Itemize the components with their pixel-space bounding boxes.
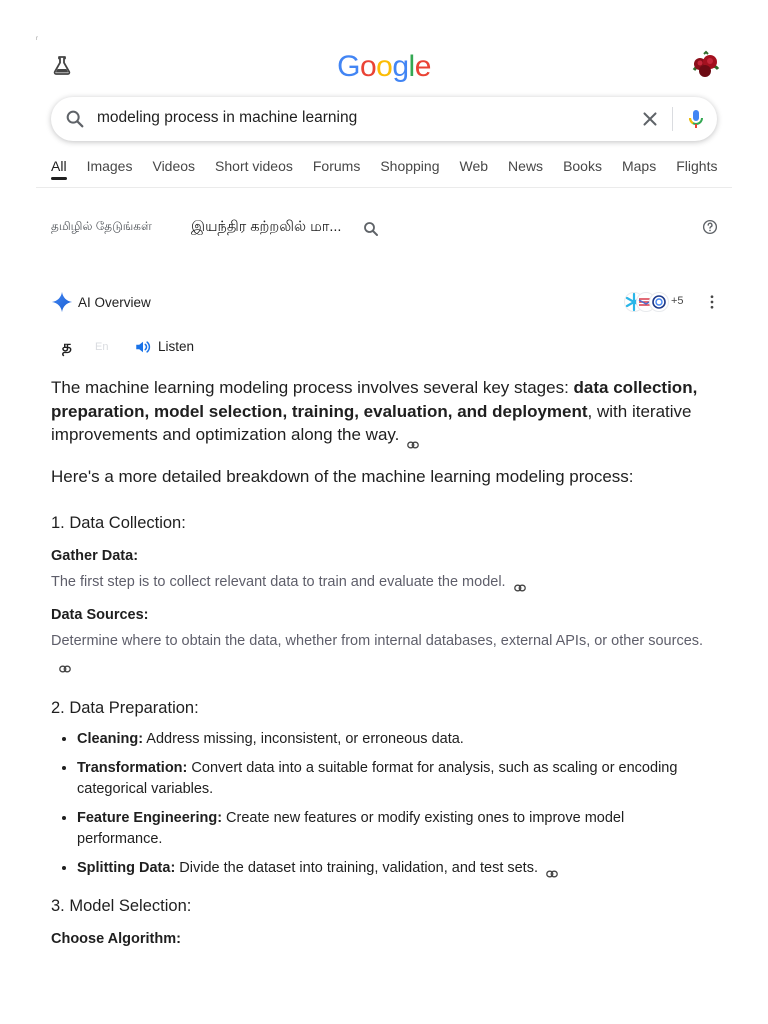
ai-overview-header [51, 290, 721, 316]
tabs-divider [36, 187, 732, 188]
corner-mark: r [36, 36, 38, 42]
data-preparation-list [51, 729, 711, 879]
logo-letter: o [376, 50, 393, 83]
tab-books[interactable]: Books [563, 158, 602, 174]
help-icon[interactable] [701, 218, 719, 236]
link-icon[interactable] [514, 578, 526, 586]
ai-overview-content [51, 376, 711, 949]
tab-forums[interactable]: Forums [312, 158, 361, 174]
logo-letter: o [359, 50, 377, 83]
microphone-icon[interactable] [684, 107, 708, 131]
breakdown-intro: Here's a more detailed breakdown of the machine learning modeling process: [51, 466, 634, 486]
link-icon[interactable] [407, 432, 419, 440]
list-item: • Splitting Data: Divide the dataset into training, validation, and test sets. [77, 858, 711, 879]
choose-algorithm-title: Choose Algorithm: [51, 931, 181, 947]
header [0, 40, 768, 96]
search-input[interactable]: modeling process in machine learning [97, 109, 358, 126]
tab-all[interactable]: All [51, 158, 67, 180]
tab-images[interactable]: Images [86, 158, 133, 174]
list-item: • Transformation: Convert data into a suitable format for analysis, such as scaling or encoding categorical variables. [77, 758, 711, 800]
overview-summary [51, 376, 711, 447]
summary-text-end: , with iterative improvements and optimization along the way. [51, 401, 692, 444]
data-sources-title: Data Sources: [51, 607, 149, 623]
sparkle-icon [51, 290, 73, 314]
link-icon[interactable] [546, 864, 558, 872]
tab-shopping[interactable]: Shopping [380, 158, 440, 174]
google-logo[interactable] [0, 50, 768, 84]
tab-short-videos[interactable]: Short videos [215, 158, 293, 174]
tab-flights[interactable]: Flights [676, 158, 718, 174]
summary-text-start: The machine learning modeling process involves several key stages: [51, 378, 574, 397]
search-tabs [51, 158, 718, 184]
language-tamil-button[interactable]: த [62, 338, 72, 355]
more-vert-icon[interactable] [703, 293, 721, 311]
gather-data-title: Gather Data: [51, 547, 139, 564]
logo-letter: l [408, 50, 415, 83]
link-icon[interactable] [59, 659, 71, 667]
search-bar[interactable] [51, 97, 717, 141]
summary-key-stages: data collection, preparation, model selection, training, evaluation, and deployment [51, 378, 698, 421]
tab-videos[interactable]: Videos [152, 158, 196, 174]
section-heading-data-collection: 1. Data Collection: [51, 513, 186, 532]
avatar[interactable] [690, 50, 722, 82]
close-icon[interactable] [639, 108, 661, 130]
search-divider [672, 107, 673, 131]
list-item: • Feature Engineering: Create new features or modify existing ones to improve model performance. [77, 808, 711, 850]
source-favicons[interactable] [623, 291, 671, 313]
tab-web[interactable]: Web [459, 158, 489, 174]
logo-letter: e [414, 50, 431, 83]
ai-overview-title: AI Overview [78, 295, 151, 310]
tab-maps[interactable]: Maps [621, 158, 657, 174]
list-item: • Cleaning: Address missing, inconsistent, or erroneous data. [77, 729, 711, 750]
listen-label: Listen [158, 339, 195, 354]
data-sources-text: Determine where to obtain the data, whether from internal databases, external APIs, or other sources. [51, 631, 711, 674]
section-heading-model-selection: 3. Model Selection: [51, 897, 192, 915]
search-icon[interactable] [64, 108, 86, 130]
tamil-search-label: தமிழில் தேடுங்கள் [51, 219, 152, 233]
logo-letter: g [392, 50, 409, 83]
tab-news[interactable]: News [508, 158, 544, 174]
section-heading-data-preparation: 2. Data Preparation: [51, 699, 199, 717]
language-english-button[interactable]: En [95, 341, 109, 353]
gather-data-text: The first step is to collect relevant data to train and evaluate the model. [51, 572, 711, 594]
logo-letter: G [337, 50, 360, 83]
search-icon[interactable] [362, 220, 380, 238]
speaker-icon [134, 338, 152, 356]
sources-count[interactable]: +5 [671, 295, 684, 307]
tamil-search-suggestion[interactable]: இயந்திர கற்றலில் மா... [191, 219, 342, 235]
